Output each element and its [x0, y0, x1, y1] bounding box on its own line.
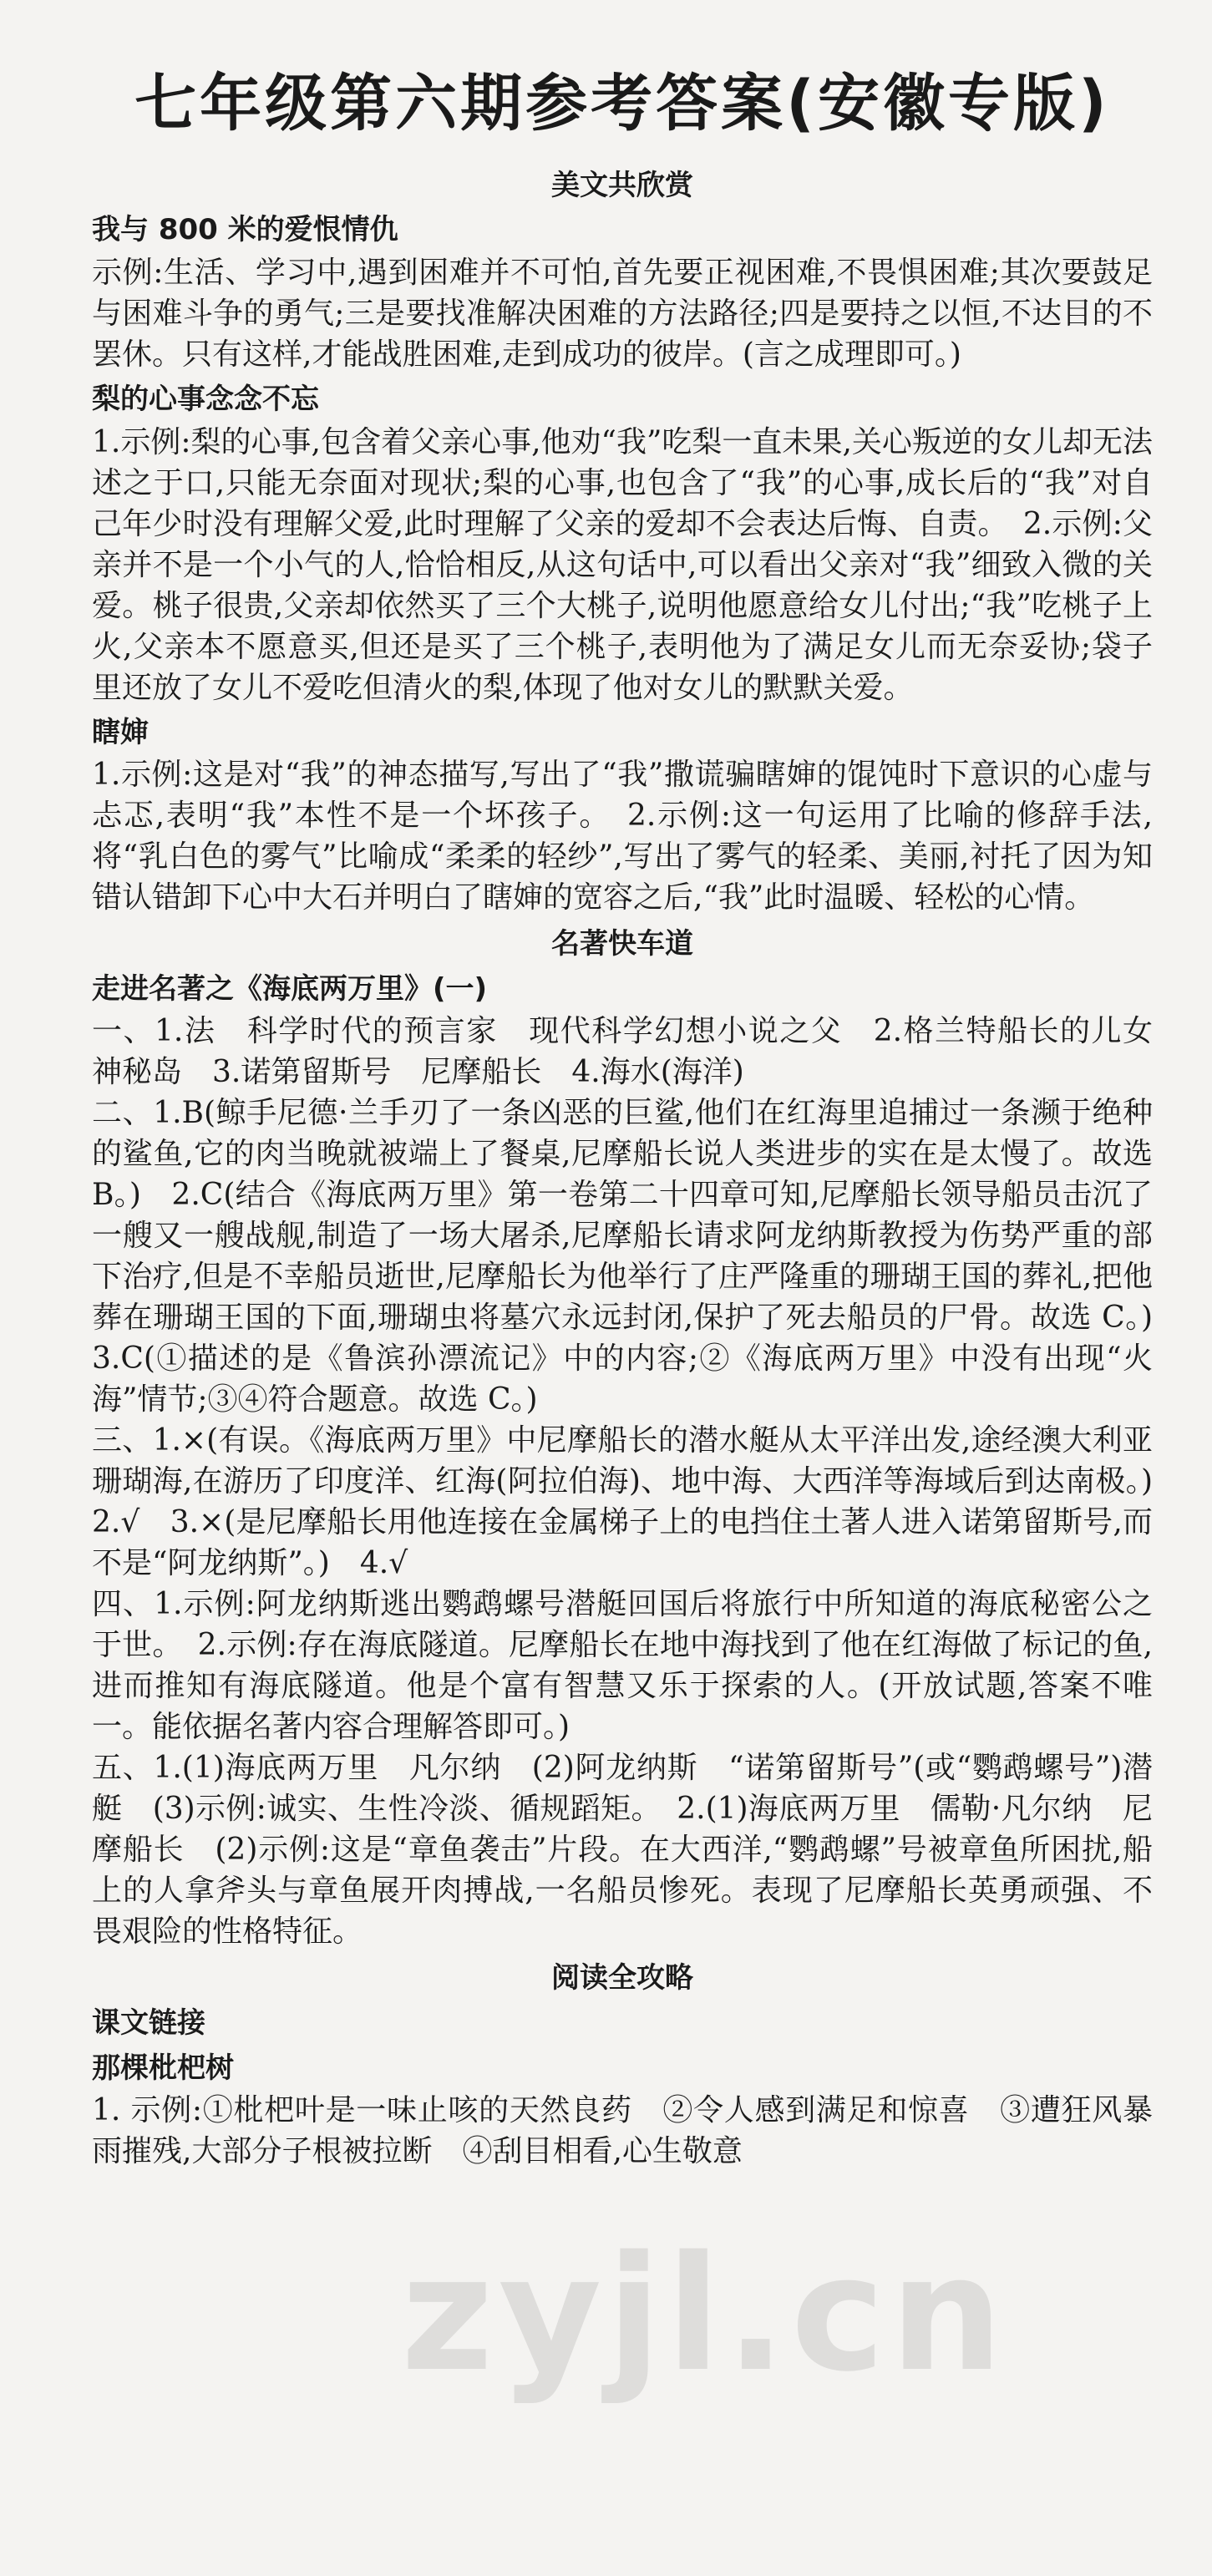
watermark: zyjl.cn	[401, 2222, 1008, 2406]
section-heading: 阅读全攻略	[551, 1961, 693, 1995]
page-title: 七年级第六期参考答案(安徽专版)	[134, 68, 1110, 139]
answer-paragraph: 五、1.(1)海底两万里 凡尔纳 (2)阿龙纳斯 “诺第留斯号”(或“鹦鹉螺号”)潜艇 (3)示例:诚实、生性冷淡、循规蹈矩。 2.(1)海底两万里 儒勒·凡尔纳 尼摩船长 (2)示例:这是“章鱼袭击”片段。在大西洋,“鹦鹉螺”号被章鱼所困扰,船上的人拿斧头与章鱼展开肉搏战,一名船员惨死。表现了尼摩船长英勇顽强、不畏艰险的性格特征。	[92, 1751, 1153, 1950]
section-heading: 美文共欣赏	[551, 168, 693, 202]
section-yuedu	[92, 1959, 1153, 2172]
answer-paragraph: 二、1.B(鲸手尼德·兰手刃了一条凶恶的巨鲨,他们在红海里追捕过一条濒于绝种的鲨鱼,它的肉当晚就被端上了餐桌,尼摩船长说人类进步的实在是太慢了。故选 B。) 2.C(结合《海底两万里》第一卷第二十四章可知,尼摩船长领导船员击沉了一艘又一艘战舰,制造了一场大屠杀,尼摩船长请求阿龙纳斯教授为伤势严重的部下治疗,但是不幸船员逝世,尼摩船长为他举行了庄严隆重的珊瑚王国的葬礼,把他葬在珊瑚王国的下面,珊瑚虫将墓穴永远封闭,保护了死去船员的尸骨。故选 C。) 3.C(①描述的是《鲁滨孙漂流记》中的内容;②《海底两万里》中没有出现“火海”情节;③④符合题意。故选 C。)	[92, 1096, 1184, 1417]
article-title: 走进名著之《海底两万里》(一)	[92, 971, 488, 1006]
article-title: 我与 800 米的爱恨情仇	[92, 213, 398, 247]
section-meiwen	[92, 166, 1153, 918]
answer-sheet-page	[92, 67, 1184, 2172]
answer-paragraph: 四、1.示例:阿龙纳斯逃出鹦鹉螺号潜艇回国后将旅行中所知道的海底秘密公之于世。 2.示例:存在海底隧道。尼摩船长在地中海找到了他在红海做了标记的鱼,进而推知有海底隧道。他是个富有智慧又乐于探索的人。(开放试题,答案不唯一。能依据名著内容合理解答即可。)	[92, 1587, 1153, 1745]
answer-paragraph: 1.示例:梨的心事,包含着父亲心事,他劝“我”吃梨一直未果,关心叛逆的女儿却无法述之于口,只能无奈面对现状;梨的心事,也包含了“我”的心事,成长后的“我”对自己年少时没有理解父爱,此时理解了父亲的爱却不会表达后悔、自责。 2.示例:父亲并不是一个小气的人,恰恰相反,从这句话中,可以看出父亲对“我”细致入微的关爱。桃子很贵,父亲却依然买了三个大桃子,说明他愿意给女儿付出;“我”吃桃子上火,父亲本不愿意买,但还是买了三个桃子,表明他为了满足女儿而无奈妥协;袋子里还放了女儿不爱吃但清火的梨,体现了他对女儿的默默关爱。	[92, 424, 1153, 705]
article-title: 梨的心事念念不忘	[92, 382, 319, 416]
section-mingzhu	[92, 925, 1184, 1952]
article-title: 瞎婶	[92, 715, 149, 749]
answer-paragraph: 1. 示例:①枇杷叶是一味止咳的天然良药 ②令人感到满足和惊喜 ③遭狂风暴雨摧残,大部分子根被拉断 ④刮目相看,心生敬意	[92, 2093, 1153, 2169]
article-title: 那棵枇杷树	[92, 2051, 234, 2085]
article-title: 课文链接	[92, 2006, 205, 2040]
section-heading: 名著快车道	[551, 927, 693, 961]
answer-paragraph: 三、1.×(有误。《海底两万里》中尼摩船长的潜水艇从太平洋出发,途经澳大利亚珊瑚海,在游历了印度洋、红海(阿拉伯海)、地中海、大西洋等海域后到达南极。) 2.√ 3.×(是尼摩船长用他连接在金属梯子上的电挡住土著人进入诺第留斯号,而不是“阿龙纳斯”。) 4.√	[92, 1423, 1184, 1581]
answer-paragraph: 一、1.法 科学时代的预言家 现代科学幻想小说之父 2.格兰特船长的儿女 神秘岛 3.诺第留斯号 尼摩船长 4.海水(海洋)	[92, 1014, 1184, 1090]
answer-paragraph: 1.示例:这是对“我”的神态描写,写出了“我”撒谎骗瞎婶的馄饨时下意识的心虚与忐忑,表明“我”本性不是一个坏孩子。 2.示例:这一句运用了比喻的修辞手法,将“乳白色的雾气”比喻成“柔柔的轻纱”,写出了雾气的轻柔、美丽,衬托了因为知错认错卸下心中大石并明白了瞎婶的宽容之后,“我”此时温暖、轻松的心情。	[92, 758, 1153, 915]
answer-paragraph: 示例:生活、学习中,遇到困难并不可怕,首先要正视困难,不畏惧困难;其次要鼓足与困难斗争的勇气;三是要找准解决困难的方法路径;四是要持之以恒,不达目的不罢休。只有这样,才能战胜困难,走到成功的彼岸。(言之成理即可。)	[92, 255, 1153, 372]
